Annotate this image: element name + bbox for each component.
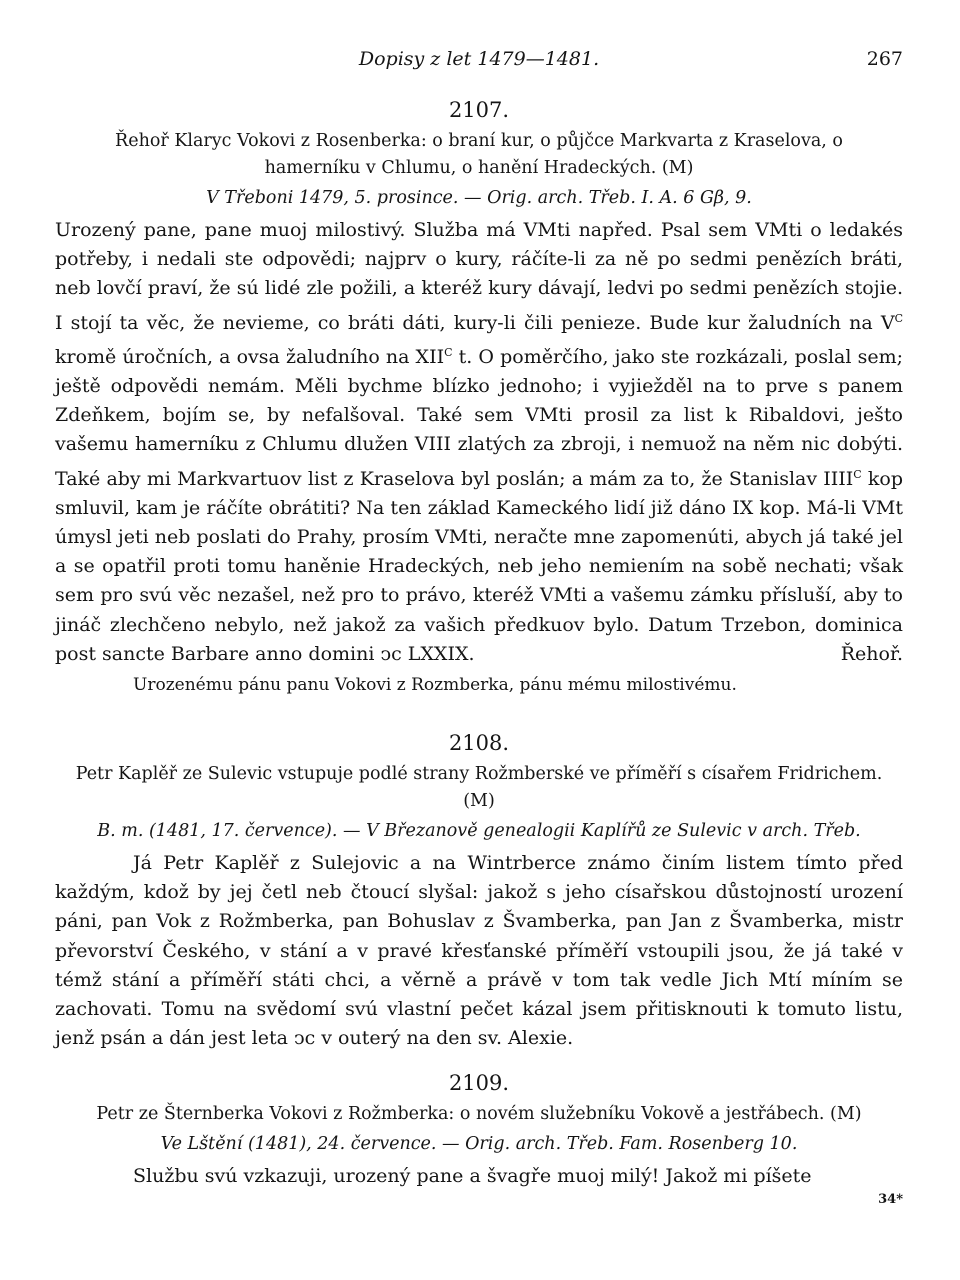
letter-address: Urozenému pánu panu Vokovi z Rozmberka, pánu mému milostivému.	[133, 675, 737, 696]
running-title: Dopisy z let 1479—1481.	[358, 48, 600, 70]
document-2108	[55, 731, 903, 1053]
document-source: B. m. (1481, 17. července). — V Březanově genealogii Kaplířů ze Sulevic v arch. Třeb.	[97, 821, 861, 842]
document-summary: Řehoř Klaryc Vokovi z Rosenberka: o braní kur, o půjčce Markvarta z Kraselova, o hamerníku v Chlumu, o hanění Hradeckých. (M)	[115, 131, 843, 178]
page	[55, 40, 903, 1207]
letter-text: Službu svú vzkazuji, urozený pane a švagře muoj milý! Jakož mi píšete	[133, 1165, 812, 1188]
document-summary: Petr ze Šternberka Vokovi z Rožmberka: o novém služebníku Vokově a jestřábech. (M)	[96, 1104, 862, 1125]
running-head	[55, 40, 903, 80]
document-source: Ve Lštění (1481), 24. července. — Orig. arch. Třeb. Fam. Rosenberg 10.	[160, 1134, 798, 1155]
page-number: 267	[866, 48, 903, 70]
document-summary: Petr Kaplěř ze Sulevic vstupuje podlé strany Rožmberské ve příměří s císařem Fridrichem. (M)	[75, 764, 883, 812]
letter-text-part: kromě úročních, a ovsa žaludního na XII	[55, 345, 445, 368]
signature: Řehoř.	[840, 642, 903, 665]
document-number: 2108.	[448, 731, 510, 756]
document-2109	[55, 1071, 903, 1191]
superscript: C	[444, 345, 453, 359]
document-source: V Třeboni 1479, 5. prosince. — Orig. arch. Třeb. I. A. 6 Gβ, 9.	[206, 188, 752, 208]
document-2107	[55, 98, 903, 699]
sheet-signature: 34*	[878, 1191, 903, 1207]
letter-text: Já Petr Kaplěř z Sulejovic a na Wintrberce známo činím listem tímto před každým, kdož by jej četl neb čtoucí slyšal: jakož s jeho císařskou důstojností urození páni, pan Vok z Rožmberka, pan Bohuslav z Švamberka, pan Jan z Švamberka, mistr převorství Českého, v stání a v pravé křesťanské příměří vstoupili jsou, že já také v témž stání a příměří státi chci, a věrně a právě v tom tak vedle Jich Mtí míním se zachovati. Tomu na svědomí svú vlastní pečet kázal jsem přitisknouti k tomuto listu, jenž psán a dán jest leta ↄc v outerý na den sv. Alexie.	[55, 852, 903, 1050]
letter-text-part: t. O poměrčího, jako ste rozkázali, poslal sem; ještě odpovědi nemám. Měli bychme blízko jednoho; i vyjiežděl na to prve s panem Zdeňkem, bojím se, by nefalšoval. Také sem VMti prosil za list k Ribaldovi, ješto vašemu hamerníku z Chlumu dlužen VIII zlatých za zbroji, i nemuož na něm nic dobýti. Také aby mi Markvartuov list z Kraselova byl poslán; a mám za to, že Stanislav IIII	[55, 345, 903, 490]
document-number: 2109.	[448, 1071, 510, 1096]
letter-text-part: Urozený pane, pane muoj milostivý. Služba má VMti napřed. Psal sem VMti o ledakés potřeby, i nedali ste odpovědi; najprv o kury, ráčíte-li za ně po sedmi penězích bráti, neb lovčí praví, že sú lidé zle požili, a kteréž kury dávají, ledvi po sedmi penězích stojie. I stojí ta věc, že nevieme, co bráti dáti, kury-li čili penieze. Bude kur žaludních na V	[55, 219, 903, 334]
superscript: C	[894, 311, 903, 325]
letter-text	[55, 216, 903, 669]
superscript: C	[853, 467, 862, 481]
letter-text-part: kop smluvil, kam je ráčíte obrátiti? Na ten základ Kameckého lidí již dáno IX kop. Má-li VMt úmysl jeti neb poslati do Prahy, prosím VMti, neračte mne zapomenúti, abych já také jel a se opatřil proti tomu haněnie Hradeckých, neb jeho nemiením na sobě nechati; však sem pro svú věc nezašel, než pro to právo, kteréž VMti a vašemu zámku přísluší, aby to jináč zlechčeno nebylo, než jakož za vašich předkuov bylo. Datum Trzebon, dominica post sancte Barbare anno domini ↄc LXXIX.	[55, 467, 903, 665]
document-number: 2107.	[448, 98, 510, 122]
